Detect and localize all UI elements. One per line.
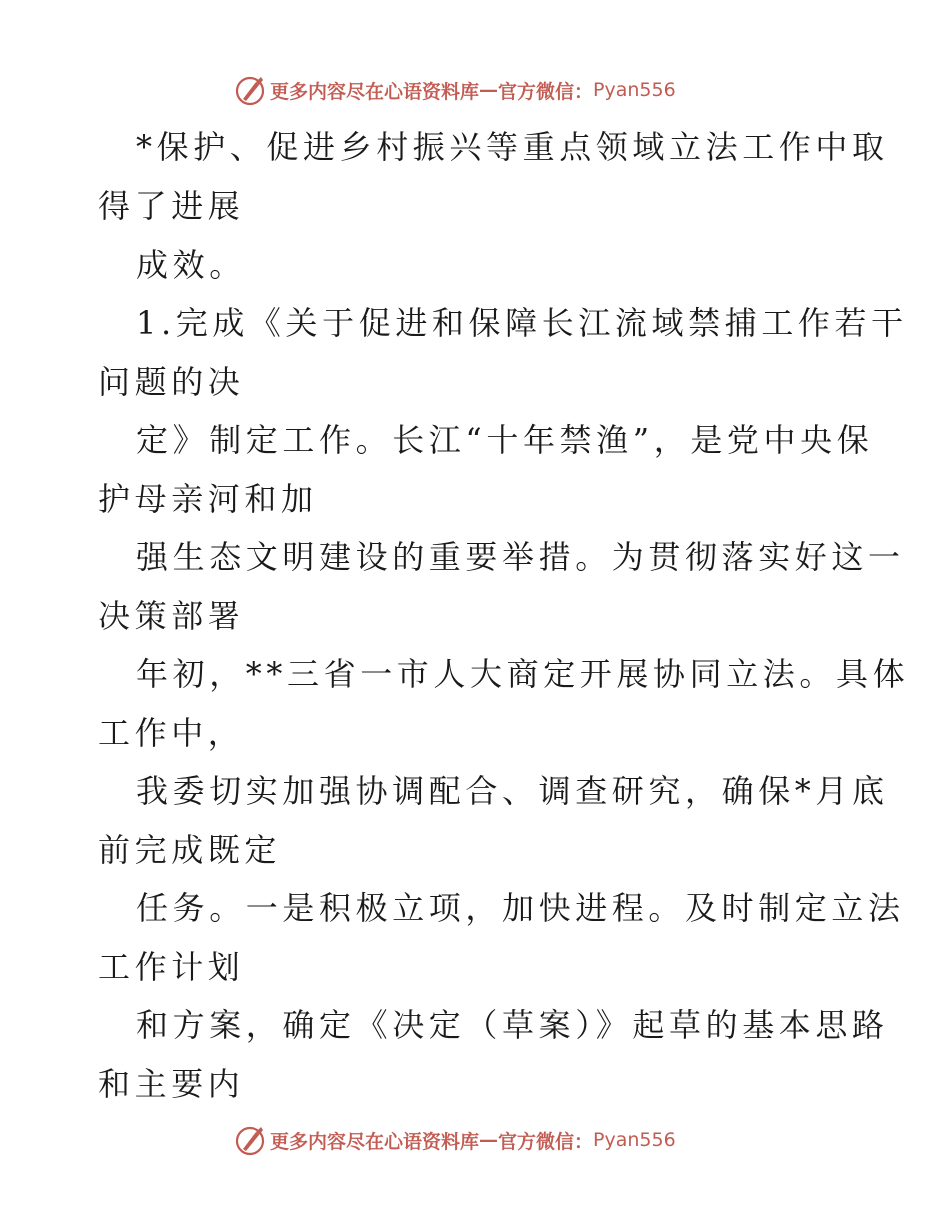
text-line: 工作计划 [98, 948, 245, 986]
watermark-wechat-label: 官方微信： [498, 1130, 594, 1153]
text-line: 我委切实加强协调配合、调查研究，确保*月底 [136, 772, 889, 810]
text-line: 护母亲河和加 [98, 480, 318, 518]
text-line: 得了进展 [98, 187, 245, 225]
text-line: 和方案，确定《决定（草案）》起草的基本思路 [136, 1006, 889, 1044]
text-line: 强生态文明建设的重要举措。为贯彻落实好这一 [136, 538, 905, 576]
watermark-separator: — [479, 79, 499, 101]
text-line: 前完成既定 [98, 831, 282, 869]
text-line: 定》制定工作。长江“十年禁渔”，是党中央保 [136, 421, 874, 459]
text-line: *保护、促进乡村振兴等重点领域立法工作中取 [136, 128, 889, 166]
watermark-footer [234, 1122, 676, 1158]
quill-logo-icon [234, 1124, 266, 1156]
text-line: 1.完成《关于促进和保障长江流域禁捕工作若干 [136, 304, 908, 342]
text-line: 成效。 [136, 246, 246, 284]
text-line: 年初，**三省一市人大商定开展协同立法。具体 [136, 655, 910, 693]
text-line: 工作中， [98, 714, 245, 752]
text-line: 和主要内 [98, 1065, 245, 1103]
text-line: 问题的决 [98, 363, 245, 401]
watermark-header [234, 72, 676, 108]
text-line: 决策部署 [98, 597, 245, 635]
watermark-brand: 更多内容尽在心语资料库 [270, 80, 480, 103]
watermark-wechat-label: 官方微信： [498, 80, 594, 103]
watermark-separator: — [479, 1129, 499, 1151]
text-line: 任务。一是积极立项，加快进程。及时制定立法 [136, 889, 905, 927]
watermark-wechat-id: Pyan556 [593, 79, 676, 101]
quill-logo-icon [234, 74, 266, 106]
watermark-wechat-id: Pyan556 [593, 1129, 676, 1151]
watermark-brand: 更多内容尽在心语资料库 [270, 1130, 480, 1153]
